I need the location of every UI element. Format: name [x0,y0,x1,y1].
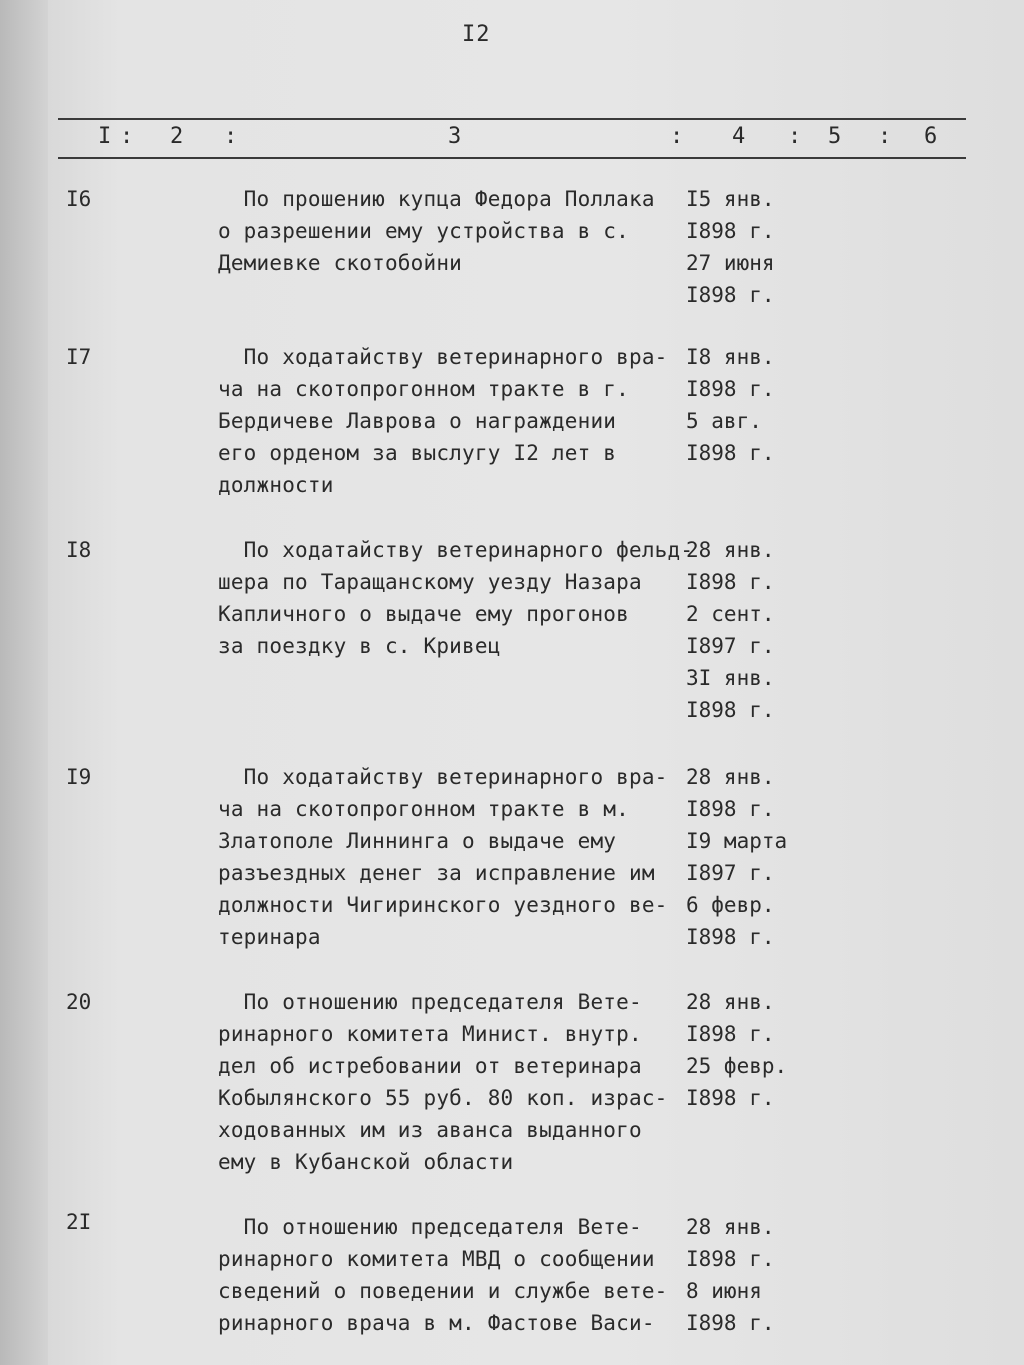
header-cell: 5 [828,124,842,149]
header-cell: I [98,124,112,149]
entry-text-line: Демиевке скотобойни [218,251,463,275]
entry-date: 6 февр. [686,893,775,917]
entry-date: I898 г. [686,1311,775,1335]
entry-date: I898 г. [686,570,775,594]
entry-text-line: По ходатайству ветеринарного вра- [218,345,668,369]
entry-text-line: По ходатайству ветеринарного вра- [218,765,668,789]
entry-date: 2 сент. [686,602,775,626]
entry-number: I8 [66,538,92,562]
entry-text-line: разъездных денег за исправление им [218,861,655,885]
entry-text-line: должности [218,473,334,497]
entry-date: 28 янв. [686,990,775,1014]
entry-text-line: По отношению председателя Вете- [218,990,642,1014]
entry-date: I898 г. [686,1247,775,1271]
entry-number: I6 [66,187,92,211]
entry-date: I898 г. [686,377,775,401]
page-edge-shadow [0,0,48,1365]
entry-text-line: ходованных им из аванса выданного [218,1118,642,1142]
entry-date: I898 г. [686,219,775,243]
entry-text-line: По прошению купца Федора Поллака [218,187,655,211]
entry-date: I897 г. [686,861,775,885]
entry-text-line: ча на скотопрогонном тракте в м. [218,797,629,821]
entry-text-line: дел об истребовании от ветеринара [218,1054,642,1078]
column-header-row [58,124,966,154]
header-cell: : [120,124,134,149]
header-cell: 6 [924,124,938,149]
entry-date: 8 июня [686,1279,762,1303]
entry-date: I898 г. [686,698,775,722]
header-cell: : [670,124,684,149]
entry-text-line: его орденом за выслугу I2 лет в [218,441,617,465]
header-rule-bottom [58,157,966,159]
entry-date: 5 авг. [686,409,762,433]
entry-date: I898 г. [686,925,775,949]
header-cell: : [224,124,238,149]
entry-text-line: Златополе Линнинга о выдаче ему [218,829,617,853]
entry-text-line: Кобылянского 55 руб. 80 коп. израс- [218,1086,668,1110]
entry-text-line: должности Чигиринского уездного ве- [218,893,668,917]
entry-text-line: ринарного комитета МВД о сообщении [218,1247,655,1271]
entry-date: 28 янв. [686,1215,775,1239]
entry-number: I9 [66,765,92,789]
entry-text-line: По ходатайству ветеринарного фельд- [218,538,694,562]
entry-text-line: Капличного о выдаче ему прогонов [218,602,629,626]
entry-number: 2I [66,1210,92,1234]
header-cell: : [788,124,802,149]
entry-text-line: Бердичеве Лаврова о награждении [218,409,617,433]
page-number: I2 [462,22,491,47]
entry-text-line: теринара [218,925,321,949]
entry-date: 3I янв. [686,666,775,690]
entry-date: I898 г. [686,797,775,821]
entry-number: 20 [66,990,92,1014]
entry-date: I5 янв. [686,187,775,211]
header-cell: 2 [170,124,184,149]
entry-date: 27 июня [686,251,775,275]
header-cell: : [878,124,892,149]
entry-date: I898 г. [686,441,775,465]
entry-date: I898 г. [686,1086,775,1110]
entry-date: 25 февр. [686,1054,788,1078]
entry-text-line: ринарного врача в м. Фастове Васи- [218,1311,655,1335]
entry-date: 28 янв. [686,765,775,789]
header-rule-top [58,118,966,120]
entry-date: I898 г. [686,1022,775,1046]
entry-date: I897 г. [686,634,775,658]
header-cell: 3 [448,124,462,149]
entry-date: I8 янв. [686,345,775,369]
entry-text-line: По отношению председателя Вете- [218,1215,642,1239]
header-cell: 4 [732,124,746,149]
entry-text-line: ему в Кубанской области [218,1150,514,1174]
entry-text-line: ринарного комитета Минист. внутр. [218,1022,642,1046]
entry-text-line: шера по Таращанскому уезду Назара [218,570,642,594]
entry-text-line: сведений о поведении и службе вете- [218,1279,668,1303]
entry-text-line: о разрешении ему устройства в с. [218,219,629,243]
entry-date: 28 янв. [686,538,775,562]
entry-text-line: ча на скотопрогонном тракте в г. [218,377,629,401]
entry-date: I9 марта [686,829,788,853]
entry-number: I7 [66,345,92,369]
entry-date: I898 г. [686,283,775,307]
entry-text-line: за поездку в с. Кривец [218,634,501,658]
